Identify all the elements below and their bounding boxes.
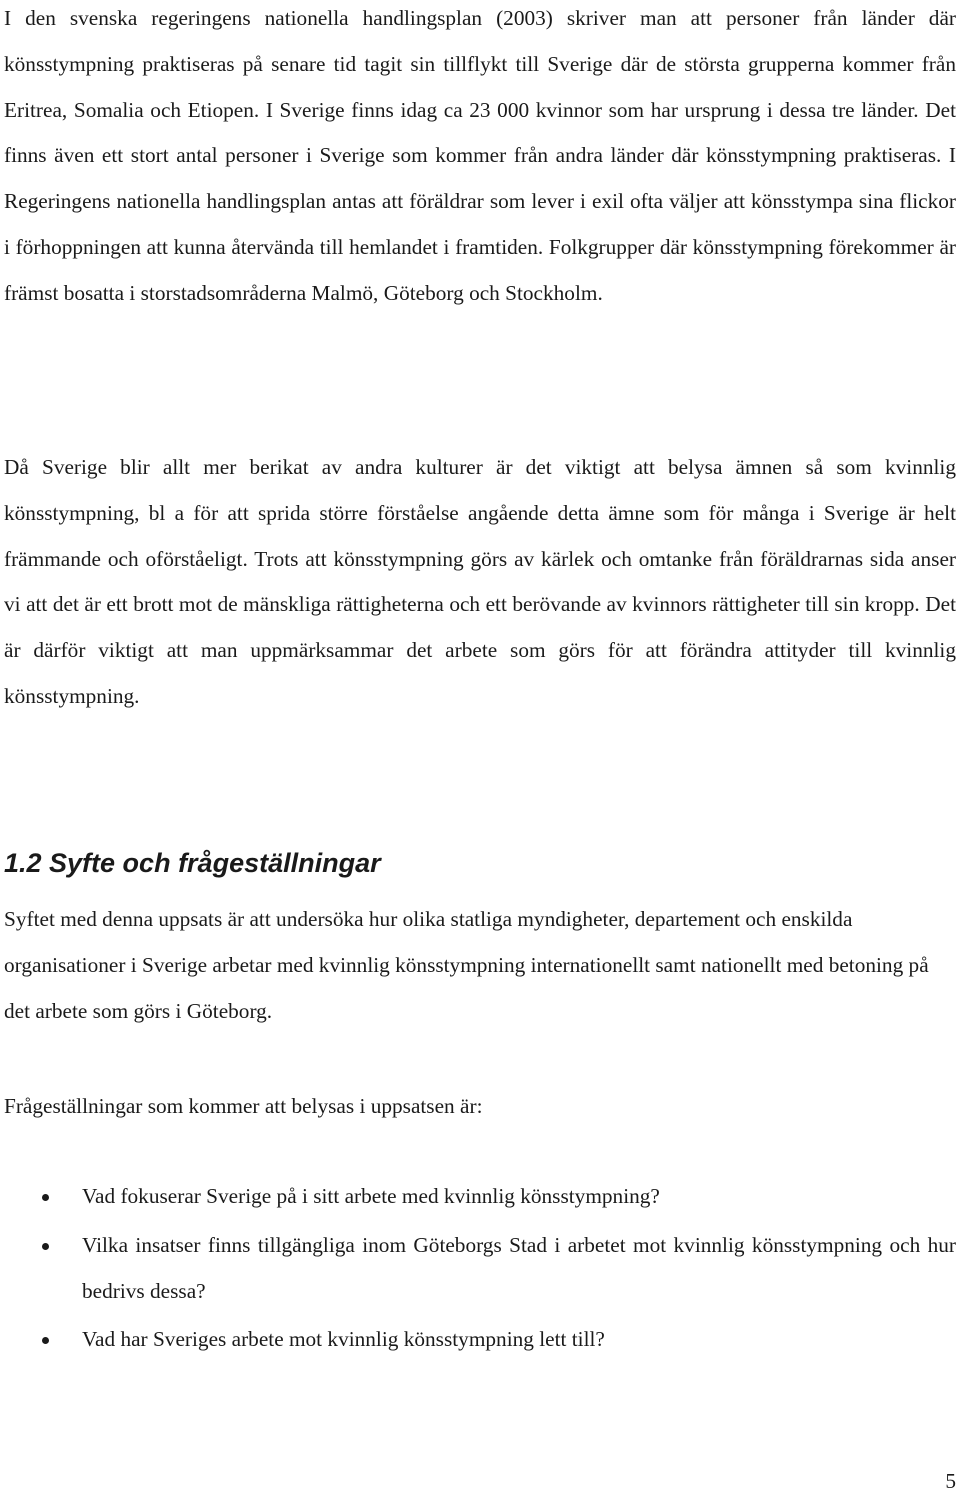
section-heading: 1.2 Syfte och frågeställningar (4, 848, 381, 878)
bullet-icon (42, 1194, 49, 1201)
list-item (0, 1174, 960, 1220)
list-item-text: Vilka insatser finns tillgängliga inom Göteborgs Stad i arbetet mot kvinnlig könsstympning och hur bedrivs dessa? (82, 1232, 956, 1303)
list-item (0, 1223, 960, 1315)
bullet-icon (42, 1243, 49, 1250)
questions-intro: Frågeställningar som kommer att belysas i uppsatsen är: (4, 1094, 483, 1118)
list-item-text: Vad har Sveriges arbete mot kvinnlig könsstympning lett till? (82, 1327, 605, 1352)
list-item-text: Vad fokuserar Sverige på i sitt arbete med kvinnlig könsstympning? (82, 1184, 660, 1208)
body-paragraph: I den svenska regeringens nationella handlingsplan (2003) skriver man att personer från länder där könsstympning praktiseras på senare tid tagit sin tillflykt till Sverige där de största grupperna kommer från Eritrea, Somalia och Etiopen. I Sverige finns idag ca 23 000 kvinnor som har ursprung i dessa tre länder. Det finns även ett stort antal personer i Sverige som kommer från andra länder där könsstympning praktiseras. I Regeringens nationella handlingsplan antas att föräldrar som lever i exil ofta väljer att könsstympa sina flickor i förhoppningen att kunna återvända till hemlandet i framtiden. Folkgrupper där könsstympning förekommer är främst bosatta i storstadsområderna Malmö, Göteborg och Stockholm. (4, 6, 956, 305)
body-paragraph: Då Sverige blir allt mer berikat av andra kulturer är det viktigt att belysa ämnen så som kvinnlig könsstympning, bl a för att sprida större förståelse angående detta ämne som för många i Sverige är helt främmande och oförståeligt. Trots att könsstympning görs av kärlek och omtanke från föräldrarnas sida anser vi att det är ett brott mot de mänskliga rättigheterna och ett berövande av kvinnors rättigheter till sin kropp. Det är därför viktigt att man uppmärksammar det arbete som görs för att förändra attityder till kvinnlig könsstympning. (4, 455, 956, 708)
purpose-paragraph: Syftet med denna uppsats är att undersöka hur olika statliga myndigheter, departement och enskilda organisationer i Sverige arbetar med kvinnlig könsstympning internationellt samt nationellt med betoning på det arbete som görs i Göteborg. (4, 907, 929, 1023)
page-number: 5 (945, 1469, 956, 1493)
questions-list (0, 1174, 960, 1366)
bullet-icon (42, 1337, 49, 1344)
list-item (0, 1317, 960, 1363)
